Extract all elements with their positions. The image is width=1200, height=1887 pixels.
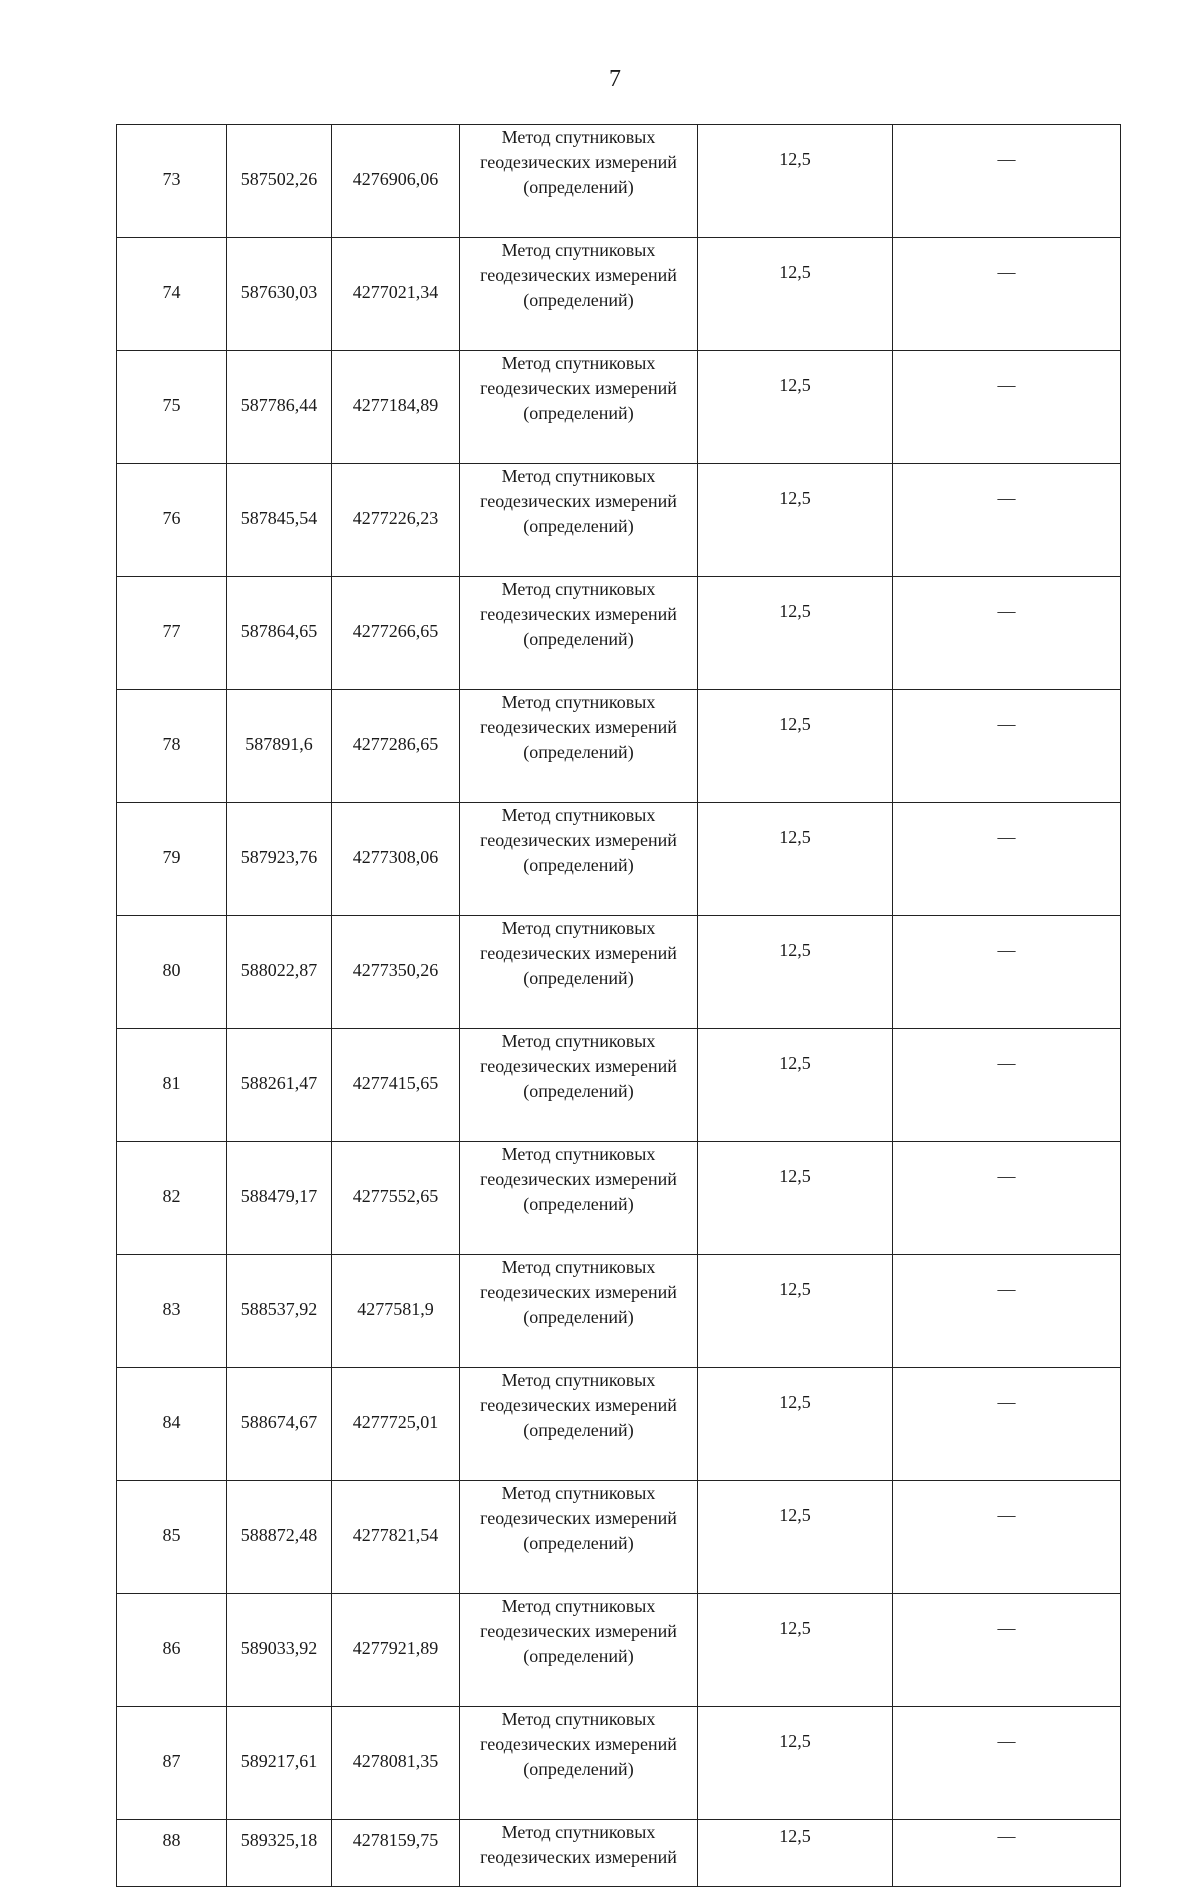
table-row — [117, 1707, 1121, 1820]
y-coordinate-cell — [332, 1142, 460, 1255]
accuracy-cell-text: 12,5 — [779, 601, 811, 621]
method-line: (определений) — [523, 1420, 634, 1440]
method-line: (определений) — [523, 1646, 634, 1666]
method-line: Метод спутниковых — [501, 579, 656, 599]
accuracy-cell-text: 12,5 — [779, 1826, 811, 1846]
method-line: Метод спутниковых — [501, 692, 656, 712]
y-coordinate-cell — [332, 690, 460, 803]
point-number-cell-text: 87 — [162, 1750, 181, 1771]
y-coordinate-cell — [332, 803, 460, 916]
method-line: (определений) — [523, 742, 634, 762]
y-coordinate-cell — [332, 1368, 460, 1481]
table-row — [117, 464, 1121, 577]
point-number-cell-text: 74 — [162, 281, 181, 302]
point-number-cell-text: 88 — [162, 1830, 181, 1850]
y-coordinate-cell-text: 4277415,65 — [352, 1072, 439, 1093]
accuracy-cell-text: 12,5 — [779, 1166, 811, 1186]
x-coordinate-cell — [227, 1820, 332, 1887]
method-line: Метод спутниковых — [501, 127, 656, 147]
x-coordinate-cell-text: 588022,87 — [240, 959, 318, 980]
table-row — [117, 238, 1121, 351]
method-line: (определений) — [523, 177, 634, 197]
x-coordinate-cell — [227, 1594, 332, 1707]
method-line: (определений) — [523, 855, 634, 875]
description-cell — [893, 1707, 1121, 1820]
accuracy-cell — [698, 1142, 893, 1255]
accuracy-cell — [698, 1029, 893, 1142]
point-number-cell — [117, 464, 227, 577]
description-cell-text: — — [997, 827, 1016, 847]
accuracy-cell-text: 12,5 — [779, 1618, 811, 1638]
method-line: геодезических измерений — [480, 717, 677, 737]
method-line: (определений) — [523, 1081, 634, 1101]
description-cell-text: — — [997, 1826, 1016, 1846]
accuracy-cell-text: 12,5 — [779, 375, 811, 395]
y-coordinate-cell-text: 4278159,75 — [352, 1830, 439, 1850]
description-cell-text: — — [997, 262, 1016, 282]
accuracy-cell — [698, 125, 893, 238]
method-cell — [460, 1255, 698, 1368]
method-line: Метод спутниковых — [501, 1144, 656, 1164]
table-row — [117, 1820, 1121, 1887]
accuracy-cell-text: 12,5 — [779, 714, 811, 734]
method-line: геодезических измерений — [480, 1395, 677, 1415]
x-coordinate-cell-text: 587845,54 — [240, 507, 318, 528]
method-line: геодезических измерений — [480, 1621, 677, 1641]
method-line: (определений) — [523, 290, 634, 310]
point-number-cell — [117, 1594, 227, 1707]
method-line: (определений) — [523, 516, 634, 536]
method-line: Метод спутниковых — [501, 240, 656, 260]
y-coordinate-cell — [332, 1707, 460, 1820]
method-line: геодезических измерений — [480, 1169, 677, 1189]
method-cell — [460, 803, 698, 916]
method-line: (определений) — [523, 1533, 634, 1553]
description-cell — [893, 1594, 1121, 1707]
method-line: (определений) — [523, 1307, 634, 1327]
method-line: Метод спутниковых — [501, 1822, 656, 1842]
description-cell-text: — — [997, 1279, 1016, 1299]
method-line: геодезических измерений — [480, 1282, 677, 1302]
y-coordinate-cell — [332, 916, 460, 1029]
method-cell — [460, 1368, 698, 1481]
point-number-cell — [117, 1481, 227, 1594]
method-line: (определений) — [523, 968, 634, 988]
description-cell-text: — — [997, 1505, 1016, 1525]
accuracy-cell — [698, 577, 893, 690]
point-number-cell — [117, 690, 227, 803]
x-coordinate-cell — [227, 1707, 332, 1820]
description-cell — [893, 1255, 1121, 1368]
description-cell — [893, 464, 1121, 577]
table-row — [117, 690, 1121, 803]
y-coordinate-cell — [332, 1255, 460, 1368]
description-cell — [893, 1142, 1121, 1255]
table-row — [117, 1142, 1121, 1255]
point-number-cell — [117, 577, 227, 690]
method-line: Метод спутниковых — [501, 1709, 656, 1729]
accuracy-cell-text: 12,5 — [779, 1392, 811, 1412]
method-line: геодезических измерений — [480, 152, 677, 172]
point-number-cell — [117, 238, 227, 351]
y-coordinate-cell-text: 4277725,01 — [352, 1411, 439, 1432]
description-cell — [893, 916, 1121, 1029]
point-number-cell — [117, 1255, 227, 1368]
description-cell-text: — — [997, 375, 1016, 395]
y-coordinate-cell — [332, 125, 460, 238]
coordinates-table-body — [117, 125, 1121, 1887]
point-number-cell-text: 75 — [162, 394, 181, 415]
accuracy-cell — [698, 690, 893, 803]
point-number-cell-text: 84 — [162, 1411, 181, 1432]
accuracy-cell — [698, 1255, 893, 1368]
method-cell — [460, 1029, 698, 1142]
method-line: Метод спутниковых — [501, 466, 656, 486]
description-cell — [893, 1481, 1121, 1594]
point-number-cell — [117, 803, 227, 916]
y-coordinate-cell-text: 4277821,54 — [352, 1524, 439, 1545]
method-cell — [460, 916, 698, 1029]
coordinates-table — [116, 124, 1121, 1887]
accuracy-cell-text: 12,5 — [779, 1505, 811, 1525]
method-cell — [460, 690, 698, 803]
method-cell — [460, 125, 698, 238]
point-number-cell-text: 86 — [162, 1637, 181, 1658]
y-coordinate-cell — [332, 464, 460, 577]
method-line: (определений) — [523, 403, 634, 423]
method-line: геодезических измерений — [480, 830, 677, 850]
description-cell-text: — — [997, 601, 1016, 621]
x-coordinate-cell — [227, 1481, 332, 1594]
description-cell — [893, 577, 1121, 690]
description-cell — [893, 351, 1121, 464]
description-cell-text: — — [997, 1731, 1016, 1751]
method-line: Метод спутниковых — [501, 1483, 656, 1503]
description-cell-text: — — [997, 488, 1016, 508]
point-number-cell-text: 81 — [162, 1072, 181, 1093]
method-cell — [460, 1594, 698, 1707]
description-cell — [893, 125, 1121, 238]
description-cell-text: — — [997, 1166, 1016, 1186]
method-line: (определений) — [523, 1194, 634, 1214]
method-line: геодезических измерений — [480, 943, 677, 963]
description-cell — [893, 1029, 1121, 1142]
table-row — [117, 125, 1121, 238]
method-line: геодезических измерений — [480, 491, 677, 511]
accuracy-cell — [698, 1481, 893, 1594]
accuracy-cell-text: 12,5 — [779, 488, 811, 508]
method-line: Метод спутниковых — [501, 1257, 656, 1277]
accuracy-cell — [698, 1594, 893, 1707]
description-cell-text: — — [997, 714, 1016, 734]
method-cell — [460, 1142, 698, 1255]
x-coordinate-cell — [227, 577, 332, 690]
x-coordinate-cell-text: 587864,65 — [240, 620, 318, 641]
accuracy-cell — [698, 464, 893, 577]
accuracy-cell — [698, 1707, 893, 1820]
method-line: геодезических измерений — [480, 1056, 677, 1076]
method-line: геодезических измерений — [480, 1508, 677, 1528]
point-number-cell-text: 85 — [162, 1524, 181, 1545]
point-number-cell — [117, 1707, 227, 1820]
x-coordinate-cell — [227, 1255, 332, 1368]
y-coordinate-cell — [332, 238, 460, 351]
description-cell-text: — — [997, 1392, 1016, 1412]
point-number-cell-text: 76 — [162, 507, 181, 528]
accuracy-cell — [698, 1820, 893, 1887]
page-number: 7 — [609, 66, 621, 92]
y-coordinate-cell-text: 4277921,89 — [352, 1637, 439, 1658]
y-coordinate-cell-text: 4277286,65 — [352, 733, 439, 754]
y-coordinate-cell-text: 4277581,9 — [357, 1298, 434, 1319]
method-cell — [460, 1481, 698, 1594]
method-line: Метод спутниковых — [501, 353, 656, 373]
table-row — [117, 1255, 1121, 1368]
x-coordinate-cell-text: 588479,17 — [240, 1185, 318, 1206]
y-coordinate-cell-text: 4278081,35 — [352, 1750, 439, 1771]
method-line: геодезических измерений — [480, 265, 677, 285]
method-line: геодезических измерений — [480, 1847, 677, 1867]
description-cell — [893, 690, 1121, 803]
accuracy-cell-text: 12,5 — [779, 940, 811, 960]
description-cell-text: — — [997, 149, 1016, 169]
y-coordinate-cell-text: 4277184,89 — [352, 394, 439, 415]
method-cell — [460, 351, 698, 464]
table-row — [117, 916, 1121, 1029]
method-line: геодезических измерений — [480, 378, 677, 398]
method-line: Метод спутниковых — [501, 1596, 656, 1616]
point-number-cell — [117, 125, 227, 238]
table-row — [117, 577, 1121, 690]
x-coordinate-cell-text: 587502,26 — [240, 168, 318, 189]
description-cell-text: — — [997, 1053, 1016, 1073]
point-number-cell-text: 78 — [162, 733, 181, 754]
method-line: (определений) — [523, 1759, 634, 1779]
y-coordinate-cell-text: 4277552,65 — [352, 1185, 439, 1206]
point-number-cell — [117, 351, 227, 464]
y-coordinate-cell — [332, 577, 460, 690]
description-cell-text: — — [997, 1618, 1016, 1638]
y-coordinate-cell — [332, 1820, 460, 1887]
point-number-cell — [117, 1029, 227, 1142]
x-coordinate-cell-text: 588537,92 — [240, 1298, 318, 1319]
method-line: Метод спутниковых — [501, 1031, 656, 1051]
y-coordinate-cell — [332, 1481, 460, 1594]
method-cell — [460, 1820, 698, 1887]
x-coordinate-cell — [227, 1368, 332, 1481]
accuracy-cell-text: 12,5 — [779, 1279, 811, 1299]
method-line: геодезических измерений — [480, 604, 677, 624]
y-coordinate-cell-text: 4277021,34 — [352, 281, 439, 302]
table-row — [117, 351, 1121, 464]
accuracy-cell — [698, 916, 893, 1029]
point-number-cell-text: 79 — [162, 846, 181, 867]
point-number-cell-text: 83 — [162, 1298, 181, 1319]
method-line: геодезических измерений — [480, 1734, 677, 1754]
table-row — [117, 803, 1121, 916]
accuracy-cell-text: 12,5 — [779, 1053, 811, 1073]
point-number-cell — [117, 916, 227, 1029]
point-number-cell — [117, 1820, 227, 1887]
table-row — [117, 1594, 1121, 1707]
method-cell — [460, 238, 698, 351]
x-coordinate-cell-text: 588872,48 — [240, 1524, 318, 1545]
point-number-cell-text: 77 — [162, 620, 181, 641]
accuracy-cell-text: 12,5 — [779, 262, 811, 282]
accuracy-cell — [698, 351, 893, 464]
point-number-cell — [117, 1368, 227, 1481]
x-coordinate-cell-text: 587923,76 — [240, 846, 318, 867]
accuracy-cell-text: 12,5 — [779, 827, 811, 847]
x-coordinate-cell — [227, 1142, 332, 1255]
y-coordinate-cell-text: 4277226,23 — [352, 507, 439, 528]
description-cell — [893, 238, 1121, 351]
x-coordinate-cell — [227, 464, 332, 577]
x-coordinate-cell-text: 589217,61 — [240, 1750, 318, 1771]
accuracy-cell — [698, 238, 893, 351]
x-coordinate-cell — [227, 690, 332, 803]
method-line: (определений) — [523, 629, 634, 649]
x-coordinate-cell-text: 587786,44 — [240, 394, 318, 415]
accuracy-cell — [698, 1368, 893, 1481]
x-coordinate-cell — [227, 238, 332, 351]
table-row — [117, 1029, 1121, 1142]
x-coordinate-cell-text: 589033,92 — [240, 1637, 318, 1658]
y-coordinate-cell-text: 4277350,26 — [352, 959, 439, 980]
point-number-cell-text: 82 — [162, 1185, 181, 1206]
x-coordinate-cell — [227, 916, 332, 1029]
y-coordinate-cell — [332, 351, 460, 464]
method-cell — [460, 464, 698, 577]
x-coordinate-cell — [227, 1029, 332, 1142]
x-coordinate-cell-text: 587630,03 — [240, 281, 318, 302]
x-coordinate-cell-text: 589325,18 — [240, 1830, 318, 1850]
description-cell — [893, 1820, 1121, 1887]
description-cell — [893, 803, 1121, 916]
description-cell-text: — — [997, 940, 1016, 960]
method-cell — [460, 577, 698, 690]
point-number-cell-text: 80 — [162, 959, 181, 980]
point-number-cell-text: 73 — [162, 168, 181, 189]
description-cell — [893, 1368, 1121, 1481]
method-line: Метод спутниковых — [501, 805, 656, 825]
y-coordinate-cell — [332, 1594, 460, 1707]
accuracy-cell-text: 12,5 — [779, 149, 811, 169]
y-coordinate-cell-text: 4277308,06 — [352, 846, 439, 867]
y-coordinate-cell-text: 4276906,06 — [352, 168, 439, 189]
x-coordinate-cell-text: 587891,6 — [245, 733, 313, 754]
method-cell — [460, 1707, 698, 1820]
x-coordinate-cell — [227, 803, 332, 916]
y-coordinate-cell — [332, 1029, 460, 1142]
x-coordinate-cell-text: 588674,67 — [240, 1411, 318, 1432]
table-row — [117, 1481, 1121, 1594]
x-coordinate-cell — [227, 351, 332, 464]
x-coordinate-cell — [227, 125, 332, 238]
y-coordinate-cell-text: 4277266,65 — [352, 620, 439, 641]
method-line: Метод спутниковых — [501, 918, 656, 938]
x-coordinate-cell-text: 588261,47 — [240, 1072, 318, 1093]
method-line: Метод спутниковых — [501, 1370, 656, 1390]
table-row — [117, 1368, 1121, 1481]
point-number-cell — [117, 1142, 227, 1255]
accuracy-cell — [698, 803, 893, 916]
accuracy-cell-text: 12,5 — [779, 1731, 811, 1751]
